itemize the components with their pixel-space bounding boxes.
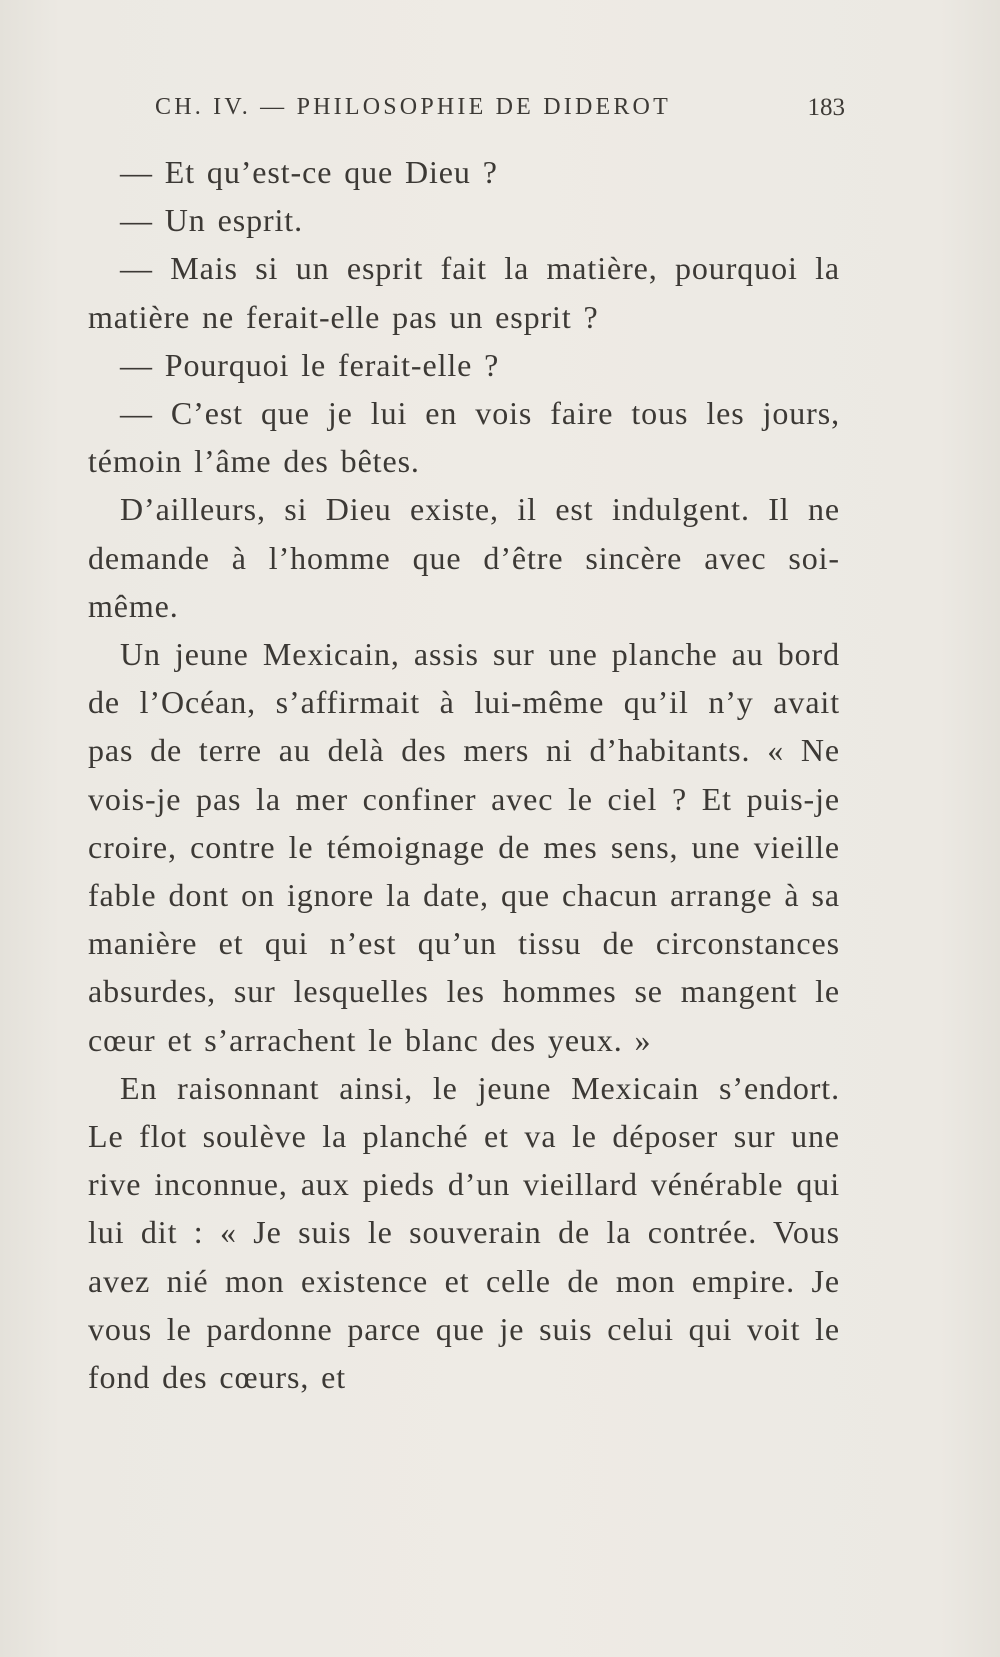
paragraph: Un jeune Mexicain, assis sur une planche au bord de l’Océan, s’affirmait à lui-même qu’il n’y avait pas de terre au delà des mers ni d’habitants. « Ne vois-je pas la mer confiner avec le ciel ? Et puis-je croire, contre le témoignage de mes sens, une vieille fable dont on ignore la date, que chacun arrange à sa manière et qui n’est qu’un tissu de circonstances absurdes, sur lesquelles les hommes se mangent le cœur et s’arrachent le blanc des yeux. »	[88, 636, 840, 1058]
page-number: 183	[807, 94, 845, 121]
body-text	[88, 148, 840, 1401]
dialogue-line: — C’est que je lui en vois faire tous les jours, témoin l’âme des bêtes.	[88, 395, 840, 480]
dialogue-line: — Mais si un esprit fait la matière, pourquoi la matière ne ferait-elle pas un esprit ?	[88, 250, 840, 335]
running-title: CH. IV. — PHILOSOPHIE DE DIDEROT	[155, 94, 671, 120]
dialogue-line: — Un esprit.	[120, 202, 304, 239]
running-head	[155, 94, 845, 130]
dialogue-line: — Pourquoi le ferait-elle ?	[120, 346, 500, 383]
dialogue-line: — Et qu’est-ce que Dieu ?	[120, 154, 498, 190]
paragraph: En raisonnant ainsi, le jeune Mexicain s’endort. Le flot soulève la planché et va le déposer sur une rive inconnue, aux pieds d’un vieillard vénérable qui lui dit : « Je suis le souverain de la contrée. Vous avez nié mon existence et celle de mon empire. Je vous le pardonne parce que je suis celui qui voit le fond des cœurs, et	[88, 1069, 840, 1396]
paragraph: D’ailleurs, si Dieu existe, il est indulgent. Il ne demande à l’homme que d’être sincère avec soi-même.	[88, 491, 840, 624]
